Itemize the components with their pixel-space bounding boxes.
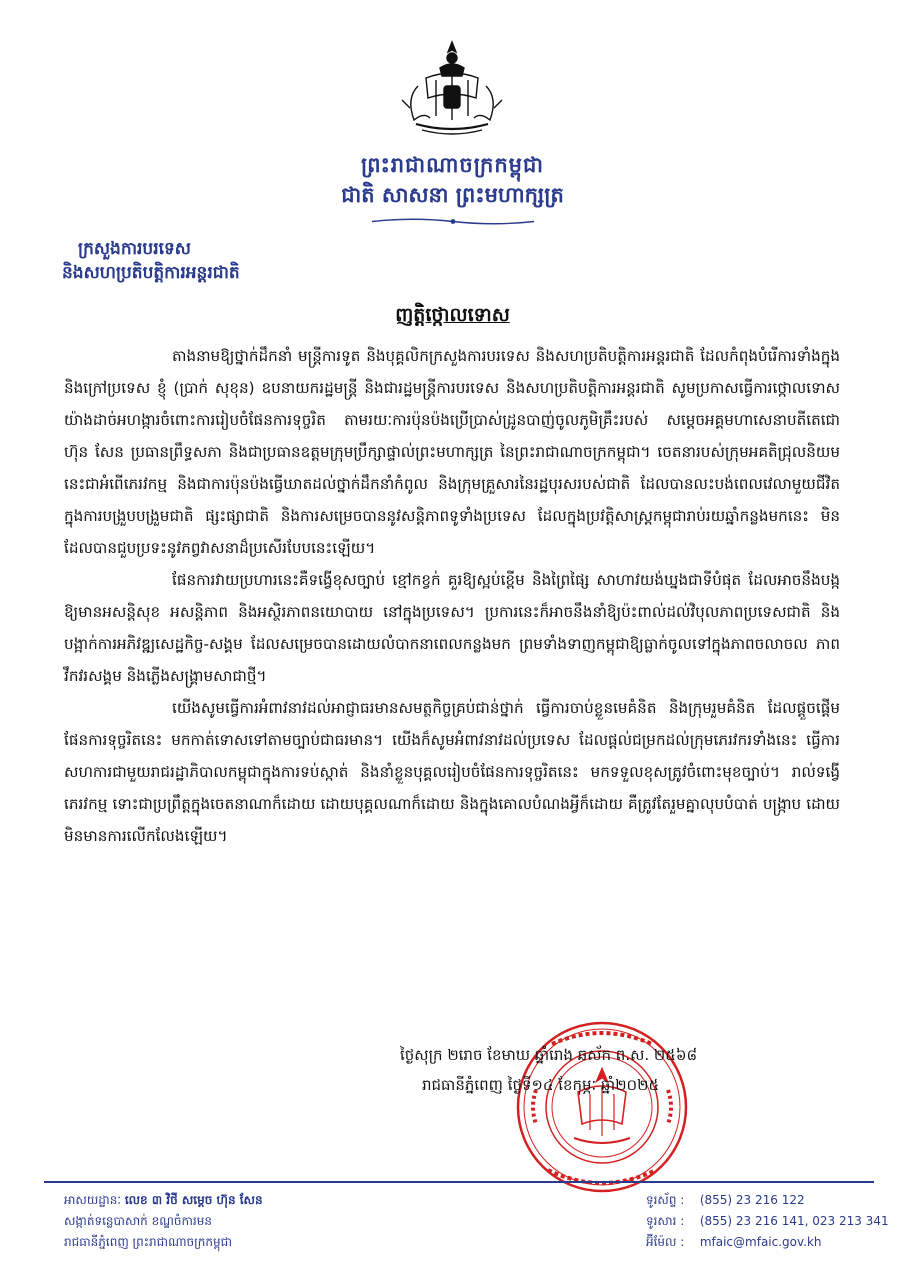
signature-date-block <box>400 1040 697 1100</box>
footer-divider <box>44 1181 874 1183</box>
email-row <box>646 1232 889 1253</box>
ornament-divider-icon <box>368 217 538 226</box>
ministry-name-line2: និងសហប្រតិបត្តិការអន្តរជាតិ <box>62 263 240 283</box>
document-body <box>64 340 840 852</box>
fax-value: (855) 23 216 141, 023 213 341 <box>699 1214 889 1228</box>
national-motto-text: ជាតិ សាសនា ព្រះមហាក្សត្រ <box>341 183 564 207</box>
phone-row <box>646 1190 889 1211</box>
fax-label: ទូរសារ : <box>646 1214 685 1228</box>
document-title: ញត្តិថ្កោលទោស <box>395 304 510 326</box>
address-line1 <box>64 1190 263 1211</box>
address-label: អាសយដ្ឋានៈ <box>64 1193 121 1207</box>
address-line2: សង្កាត់ទន្លេបាសាក់ ខណ្ឌចំការមន <box>64 1214 212 1228</box>
phone-value: (855) 23 216 122 <box>699 1193 805 1207</box>
ministry-name-line1: ក្រសួងការបរទេស <box>78 239 191 259</box>
national-motto <box>0 182 905 226</box>
paragraph-1: តាងនាមឱ្យថ្នាក់ដឹកនាំ មន្ត្រីការទូត និងបុគ្គលិកក្រសួងការបរទេស និងសហប្រតិបត្តិការអន្តរជាតិ ដែលកំពុងបំរើការទាំងក្នុងនិងក្រៅប្រទេស ខ្ញុំ (ប្រាក់ សុខុន) ឧបនាយករដ្ឋមន្ត្រី និងជារដ្ឋមន្ត្រីការបរទេស និងសហប្រតិបត្តិការអន្តរជាតិ សូមប្រកាសធ្វើការថ្កោលទោសយ៉ាងដាច់អហង្ការចំពោះការរៀបចំផែនការទុច្ចរិត តាមរយៈការប៉ុនប៉ងប្រើប្រាស់ដ្រូនបាញ់ចូលភូមិគ្រឹះរបស់ សម្តេចអគ្គមហាសេនាបតីតេជោ ហ៊ុន សែន ប្រធានព្រឹទ្ធសភា និងជាប្រធានឧត្តមក្រុមប្រឹក្សាផ្ទាល់ព្រះមហាក្សត្រ នៃព្រះរាជាណាចក្រកម្ពុជា។ ចេតនារបស់ក្រុមអគតិជ្រុលនិយមនេះជាអំពើភេរវកម្ម និងជាការប៉ុនប៉ងធ្វើឃាតដល់ថ្នាក់ដឹកនាំកំពូល និងក្រុមគ្រួសារនៃរដ្ឋបុរសរបស់ជាតិ ដែលបានលះបង់ពេលវេលាមួយជីវិត ក្នុងការបង្រួបបង្រួមជាតិ ផ្សះផ្សាជាតិ និងការសម្រេចបាននូវសន្តិភាពទូទាំងប្រទេស ដែលក្នុងប្រវត្តិសាស្ត្រកម្ពុជារាប់រយឆ្នាំកន្លងមកនេះ មិនដែលបានជួបប្រទះនូវភព្វវាសនាដ៏ប្រសើរបែបនេះឡើយ។ <box>64 347 840 557</box>
kingdom-name <box>0 152 905 183</box>
paragraph-2: ផែនការវាយប្រហារនេះគឺទង្វើខុសច្បាប់ ខ្មៅកខ្វក់ គួរឱ្យស្អប់ខ្ពើម និងព្រៃផ្សៃ សាហាវយង់ឃ្នងជាទីបំផុត ដែលអាចនឹងបង្កឱ្យមានអសន្តិសុខ អសន្តិភាព និងអស្ថិរភាពនយោបាយ នៅក្នុងប្រទេស។ ប្រការនេះក៏អាចនឹងនាំឱ្យប៉ះពាល់ដល់វិបុលភាពប្រទេសជាតិ និងបង្អាក់ការអភិវឌ្ឍសេដ្ឋកិច្ច-សង្គម ដែលសម្រេចបានដោយលំបាកនាពេលកន្លងមក ព្រមទាំងទាញកម្ពុជាឱ្យធ្លាក់ចូលទៅក្នុងភាពចលាចល ភាពវឹកវរសង្គម និងភ្លើងសង្គ្រាមសាជាថ្មី។ <box>64 571 840 685</box>
phone-label: ទូរស័ព្ទ : <box>646 1193 685 1207</box>
royal-arms-icon <box>396 38 508 140</box>
footer-contact <box>646 1190 889 1253</box>
paragraph-3: យើងសូមធ្វើការអំពាវនាវដល់អាជ្ញាធរមានសមត្ថកិច្ចគ្រប់ជាន់ថ្នាក់ ធ្វើការចាប់ខ្លួនមេគំនិត និងក្រុមរួមគំនិត ដែលផ្តួចផ្តើមផែនការទុច្ចរិតនេះ មកកាត់ទោសទៅតាមច្បាប់ជាធរមាន។ យើងក៏សូមអំពាវនាវដល់ប្រទេស ដែលផ្តល់ជម្រកដល់ក្រុមភេរវករទាំងនេះ ធ្វើការសហការជាមួយរាជរដ្ឋាភិបាលកម្ពុជាក្នុងការទប់ស្កាត់ និងនាំខ្លួនបុគ្គលរៀបចំផែនការទុច្ចរិតនេះ មកទទួលខុសត្រូវចំពោះមុខច្បាប់។ រាល់ទង្វើភេរវកម្ម ទោះជាប្រព្រឹត្តក្នុងចេតនាណាក៏ដោយ ដោយបុគ្គលណាក៏ដោយ និងក្នុងគោលបំណងអ្វីក៏ដោយ គឺត្រូវតែរួមគ្នាលុបបំបាត់ បង្ក្រាប ដោយមិនមានការលើកលែងឡើយ។ <box>64 699 840 845</box>
lunar-date: ថ្ងៃសុក្រ ២រោច ខែមាឃ ឆ្នាំរោង ឆស័ក ព.ស. ២៥៦៨ <box>400 1046 698 1064</box>
email-label: អ៊ីម៉ែល : <box>646 1235 685 1249</box>
fax-row <box>646 1211 889 1232</box>
footer-address <box>64 1190 263 1253</box>
place-and-date: រាជធានីភ្នំពេញ ថ្ងៃទី១៤ ខែកុម្ភៈ ឆ្នាំ២០២៥ <box>422 1076 660 1094</box>
address-line3: រាជធានីភ្នំពេញ ព្រះរាជាណាចក្រកម្ពុជា <box>64 1235 232 1249</box>
address-value: លេខ ៣ វិថី សម្តេច ហ៊ុន សែន <box>124 1193 263 1207</box>
email-value[interactable]: mfaic@mfaic.gov.kh <box>699 1235 822 1249</box>
kingdom-name-text: ព្រះរាជាណាចក្រកម្ពុជា <box>360 153 544 177</box>
